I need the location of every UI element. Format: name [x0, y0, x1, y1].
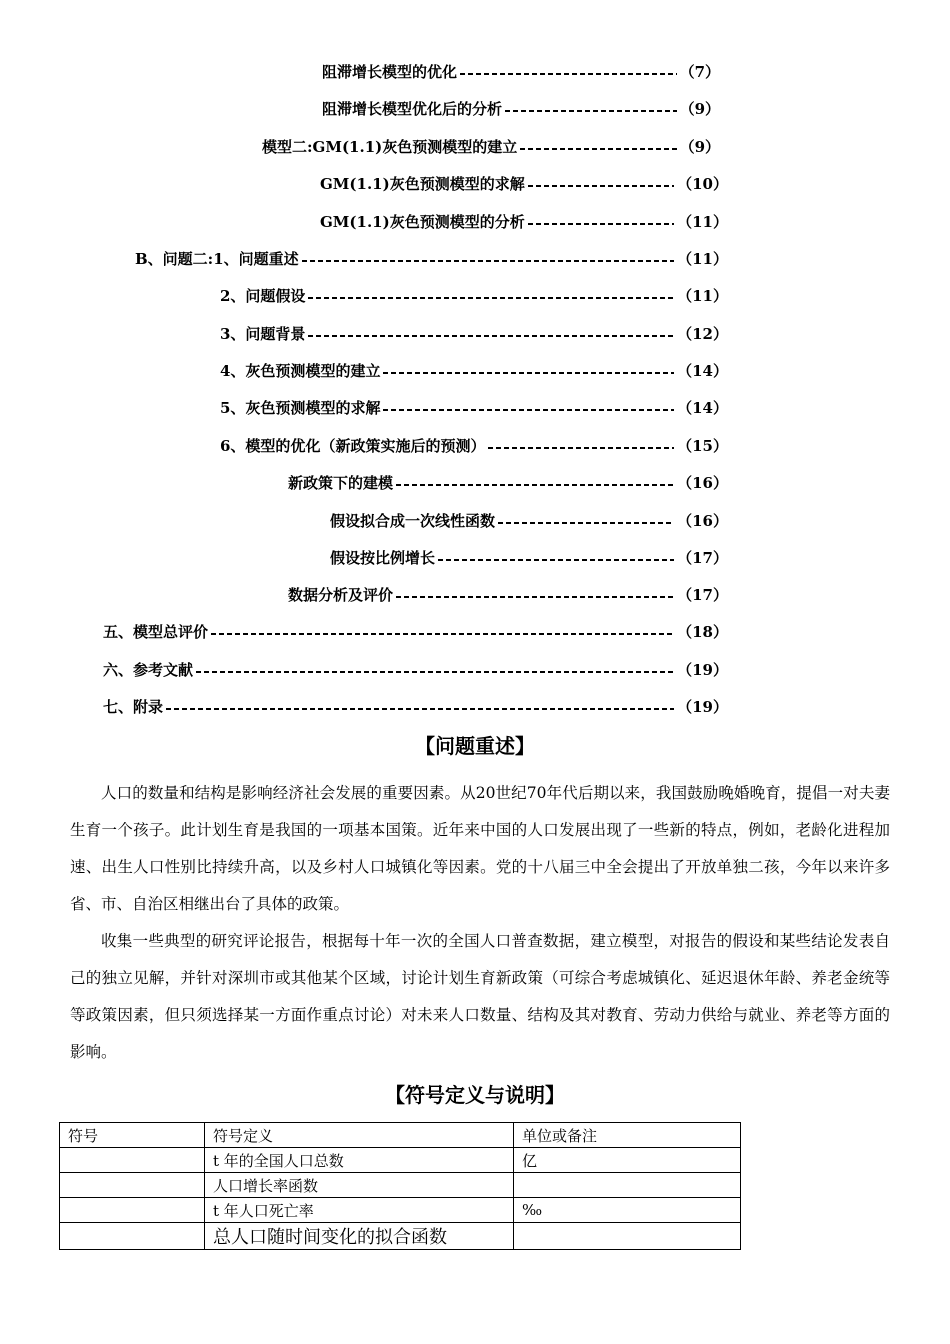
toc-entry-page: （16）	[677, 512, 728, 530]
unit-cell: 亿	[514, 1148, 741, 1173]
toc-leader	[438, 559, 674, 561]
table-row	[60, 1148, 741, 1173]
toc-leader	[302, 260, 674, 262]
symbols-table	[59, 1122, 741, 1250]
toc-entry-page: （17）	[677, 586, 728, 604]
toc-entry-title: 七、附录	[103, 698, 164, 716]
toc-entry[interactable]	[220, 435, 728, 457]
toc-entry-title: 2、问题假设	[220, 287, 306, 305]
problem-heading: 【问题重述】	[415, 734, 535, 758]
toc-entry-title: 模型二:GM(1.1)灰色预测模型的建立	[262, 138, 518, 156]
toc-entry[interactable]	[322, 61, 720, 83]
unit-cell	[514, 1173, 741, 1198]
column-header-symbol: 符号	[60, 1123, 205, 1148]
toc-entry[interactable]	[288, 472, 728, 494]
toc-entry[interactable]	[320, 211, 728, 233]
toc-entry[interactable]	[135, 248, 728, 270]
toc-entry[interactable]	[330, 510, 728, 532]
toc-entry-page: （11）	[677, 213, 728, 231]
toc-entry-page: （14）	[677, 399, 728, 417]
toc-entry-page: （7）	[679, 63, 720, 81]
toc-entry-title: 3、问题背景	[220, 325, 306, 343]
toc-entry-page: （14）	[677, 362, 728, 380]
symbol-cell	[60, 1198, 205, 1223]
toc-entry[interactable]	[322, 98, 720, 120]
definition-cell: 总人口随时间变化的拟合函数	[205, 1223, 514, 1250]
table-row	[60, 1173, 741, 1198]
toc-entry-title: GM(1.1)灰色预测模型的分析	[320, 213, 525, 231]
toc-entry-title: GM(1.1)灰色预测模型的求解	[320, 175, 525, 193]
symbols-heading: 【符号定义与说明】	[385, 1083, 565, 1107]
toc-entry[interactable]	[220, 285, 728, 307]
toc-entry-page: （11）	[677, 287, 728, 305]
toc-leader	[196, 671, 674, 673]
toc-entry-page: （19）	[677, 661, 728, 679]
toc-entry[interactable]	[320, 173, 728, 195]
toc-leader	[383, 372, 674, 374]
column-header-definition: 符号定义	[205, 1123, 514, 1148]
toc-entry[interactable]	[103, 659, 728, 681]
toc-entry-page: （19）	[677, 698, 728, 716]
toc-entry[interactable]	[220, 323, 728, 345]
toc-entry-title: B、问题二:1、问题重述	[135, 250, 299, 268]
toc-leader	[166, 708, 674, 710]
toc-entry-page: （9）	[679, 138, 720, 156]
toc-entry[interactable]	[103, 696, 728, 718]
table-row	[60, 1223, 741, 1250]
toc-leader	[528, 223, 674, 225]
problem-paragraph-2: 收集一些典型的研究评论报告，根据每十年一次的全国人口普查数据，建立模型，对报告的假设和某些结论发表自己的独立见解，并针对深圳市或其他某个区域，讨论计划生育新政策（可综合考虑城镇化、延迟退休年龄、养老金统等等政策因素，但只须选择某一方面作重点讨论）对未来人口数量、结构及其对教育、劳动力供给与就业、养老等方面的影响。	[70, 932, 890, 1061]
toc-leader	[488, 447, 674, 449]
toc-leader	[396, 484, 674, 486]
toc-leader	[520, 148, 676, 150]
toc-entry-title: 6、模型的优化（新政策实施后的预测）	[220, 437, 486, 455]
toc-entry-page: （9）	[679, 100, 720, 118]
toc-entry-title: 五、模型总评价	[103, 623, 209, 641]
toc-entry-title: 4、灰色预测模型的建立	[220, 362, 381, 380]
unit-cell	[514, 1223, 741, 1250]
toc-entry[interactable]	[103, 621, 728, 643]
column-header-unit: 单位或备注	[514, 1123, 741, 1148]
definition-cell: 人口增长率函数	[205, 1173, 514, 1198]
toc-entry[interactable]	[220, 397, 728, 419]
toc-entry[interactable]	[330, 547, 728, 569]
toc-leader	[505, 110, 677, 112]
toc-entry-title: 假设按比例增长	[330, 549, 436, 567]
toc-entry-title: 阻滞增长模型的优化	[322, 63, 458, 81]
unit-cell: ‰	[514, 1198, 741, 1223]
toc-entry-page: （10）	[677, 175, 728, 193]
toc-leader	[383, 409, 674, 411]
toc-leader	[460, 73, 677, 75]
toc-leader	[396, 596, 674, 598]
toc-leader	[528, 185, 674, 187]
toc-entry-page: （16）	[677, 474, 728, 492]
toc-entry-page: （11）	[677, 250, 728, 268]
symbol-cell	[60, 1148, 205, 1173]
problem-paragraph-1: 人口的数量和结构是影响经济社会发展的重要因素。从20世纪70年代后期以来，我国鼓励晚婚晚育，提倡一对夫妻生育一个孩子。此计划生育是我国的一项基本国策。近年来中国的人口发展出现了一些新的特点，例如，老龄化进程加速、出生人口性别比持续升高，以及乡村人口城镇化等因素。党的十八届三中全会提出了开放单独二孩，今年以来许多省、市、自治区相继出台了具体的政策。	[70, 784, 890, 913]
toc-entry-title: 假设拟合成一次线性函数	[330, 512, 496, 530]
toc-entry-title: 数据分析及评价	[288, 586, 394, 604]
definition-cell: t 年人口死亡率	[205, 1198, 514, 1223]
toc-entry[interactable]	[288, 584, 728, 606]
symbol-cell	[60, 1173, 205, 1198]
toc-entry-title: 5、灰色预测模型的求解	[220, 399, 381, 417]
symbol-cell	[60, 1223, 205, 1250]
toc-entry-title: 六、参考文献	[103, 661, 194, 679]
toc-leader	[308, 297, 674, 299]
toc-leader	[498, 522, 674, 524]
toc-leader	[211, 633, 674, 635]
toc-entry-title: 阻滞增长模型优化后的分析	[322, 100, 503, 118]
toc-entry-page: （17）	[677, 549, 728, 567]
table-header-row	[60, 1123, 741, 1148]
definition-cell: t 年的全国人口总数	[205, 1148, 514, 1173]
toc-entry-page: （18）	[677, 623, 728, 641]
toc-entry-page: （12）	[677, 325, 728, 343]
toc-entry-page: （15）	[677, 437, 728, 455]
toc-entry-title: 新政策下的建模	[288, 474, 394, 492]
toc-entry[interactable]	[262, 136, 720, 158]
table-row	[60, 1198, 741, 1223]
toc-leader	[308, 335, 674, 337]
toc-entry[interactable]	[220, 360, 728, 382]
